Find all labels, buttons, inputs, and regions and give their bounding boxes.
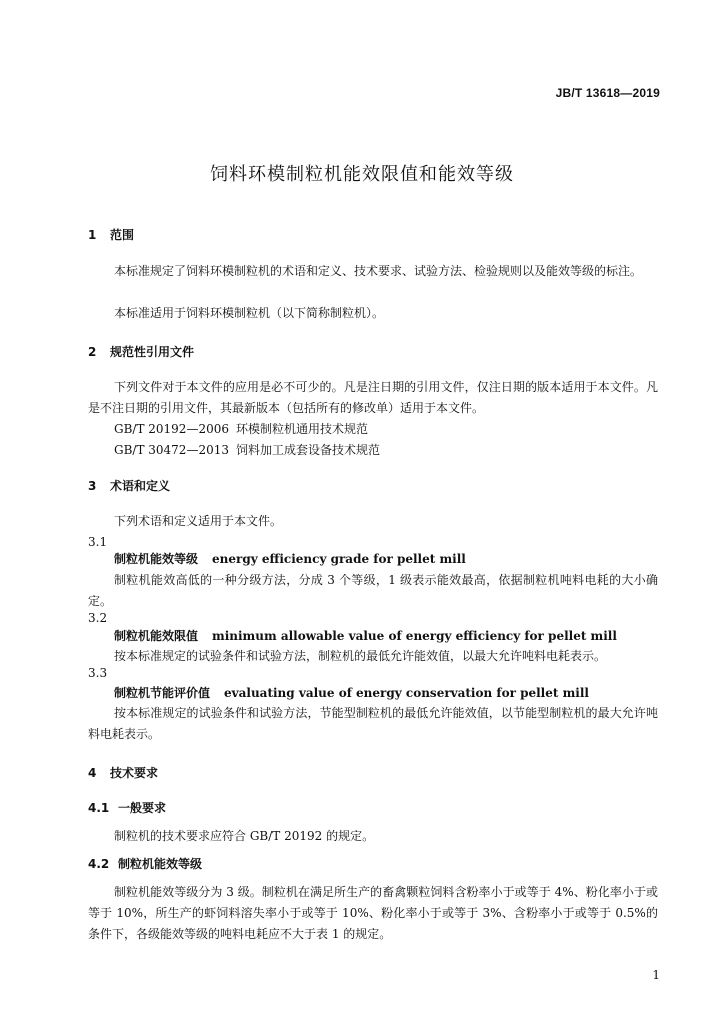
standard-number: JB/T 13618—2019 bbox=[555, 86, 660, 100]
section-3-heading bbox=[88, 477, 170, 494]
section-2-heading bbox=[88, 343, 194, 360]
section-1-paragraph-2: 本标准适用于饲料环模制粒机（以下简称制粒机）。 bbox=[114, 306, 385, 320]
term-definition: 按本标准规定的试验条件和试验方法，节能型制粒机的最低允许能效值，以节能型制粒机的最大允许吨料电耗表示。 bbox=[88, 706, 658, 741]
section-title: 一般要求 bbox=[118, 801, 167, 815]
section-title: 技术要求 bbox=[110, 766, 159, 780]
section-title: 制粒机能效等级 bbox=[118, 857, 203, 871]
section-4-2-paragraph: 制粒机能效等级分为 3 级。制粒机在满足所生产的畜禽颗粒饲料含粉率小于或等于 4%、粉化率小于或等于 10%，所生产的虾饲料溶失率小于或等于 10%、粉化率小于或等于 3%、含粉率小于或等于 0.5%的条件下，各级能效等级的吨料电耗应不大于表 1 的规定。 bbox=[88, 885, 658, 941]
term-heading bbox=[114, 626, 617, 647]
section-title: 术语和定义 bbox=[110, 479, 171, 493]
section-4-heading bbox=[88, 764, 158, 781]
section-4-2-heading bbox=[88, 855, 202, 872]
section-title: 范围 bbox=[110, 228, 135, 242]
reference-title: 饲料加工成套设备技术规范 bbox=[236, 443, 381, 457]
section-number: 4.1 bbox=[88, 801, 110, 815]
term-number: 3.2 bbox=[88, 611, 108, 625]
term-heading bbox=[114, 683, 589, 704]
term-chinese: 制粒机能效限值 bbox=[114, 629, 199, 643]
term-number: 3.1 bbox=[88, 535, 108, 549]
term-definition: 按本标准规定的试验条件和试验方法，制粒机的最低允许能效值，以最大允许吨料电耗表示。 bbox=[114, 649, 607, 663]
section-4-1-heading bbox=[88, 799, 166, 816]
normative-reference bbox=[114, 440, 380, 461]
reference-title: 环模制粒机通用技术规范 bbox=[236, 422, 369, 436]
section-1-heading bbox=[88, 226, 134, 243]
section-1-paragraph-1: 本标准规定了饲料环模制粒机的术语和定义、技术要求、试验方法、检验规则以及能效等级的标注。 bbox=[114, 264, 643, 278]
section-number: 4 bbox=[88, 766, 97, 780]
section-number: 3 bbox=[88, 479, 97, 493]
section-number: 1 bbox=[88, 228, 97, 242]
term-english: energy efficiency grade for pellet mill bbox=[212, 552, 466, 566]
term-english: minimum allowable value of energy efficiency for pellet mill bbox=[212, 629, 617, 643]
section-2-paragraph: 下列文件对于本文件的应用是必不可少的。凡是注日期的引用文件，仅注日期的版本适用于本文件。凡是不注日期的引用文件，其最新版本（包括所有的修改单）适用于本文件。 bbox=[88, 380, 658, 415]
term-definition: 制粒机能效高低的一种分级方法，分成 3 个等级，1 级表示能效最高，依据制粒机吨料电耗的大小确定。 bbox=[88, 573, 658, 608]
section-number: 4.2 bbox=[88, 857, 110, 871]
section-3-intro: 下列术语和定义适用于本文件。 bbox=[114, 514, 283, 528]
page-number: 1 bbox=[652, 968, 660, 982]
term-number: 3.3 bbox=[88, 666, 108, 680]
reference-code: GB/T 30472—2013 bbox=[114, 443, 229, 457]
term-chinese: 制粒机能效等级 bbox=[114, 552, 199, 566]
section-number: 2 bbox=[88, 345, 97, 359]
term-chinese: 制粒机节能评价值 bbox=[114, 686, 211, 700]
term-heading bbox=[114, 549, 466, 570]
section-4-1-paragraph: 制粒机的技术要求应符合 GB/T 20192 的规定。 bbox=[114, 829, 375, 843]
reference-code: GB/T 20192—2006 bbox=[114, 422, 229, 436]
term-english: evaluating value of energy conservation for pellet mill bbox=[224, 686, 589, 700]
document-title: 饲料环模制粒机能效限值和能效等级 bbox=[210, 164, 514, 185]
section-title: 规范性引用文件 bbox=[110, 345, 195, 359]
normative-reference bbox=[114, 419, 368, 440]
